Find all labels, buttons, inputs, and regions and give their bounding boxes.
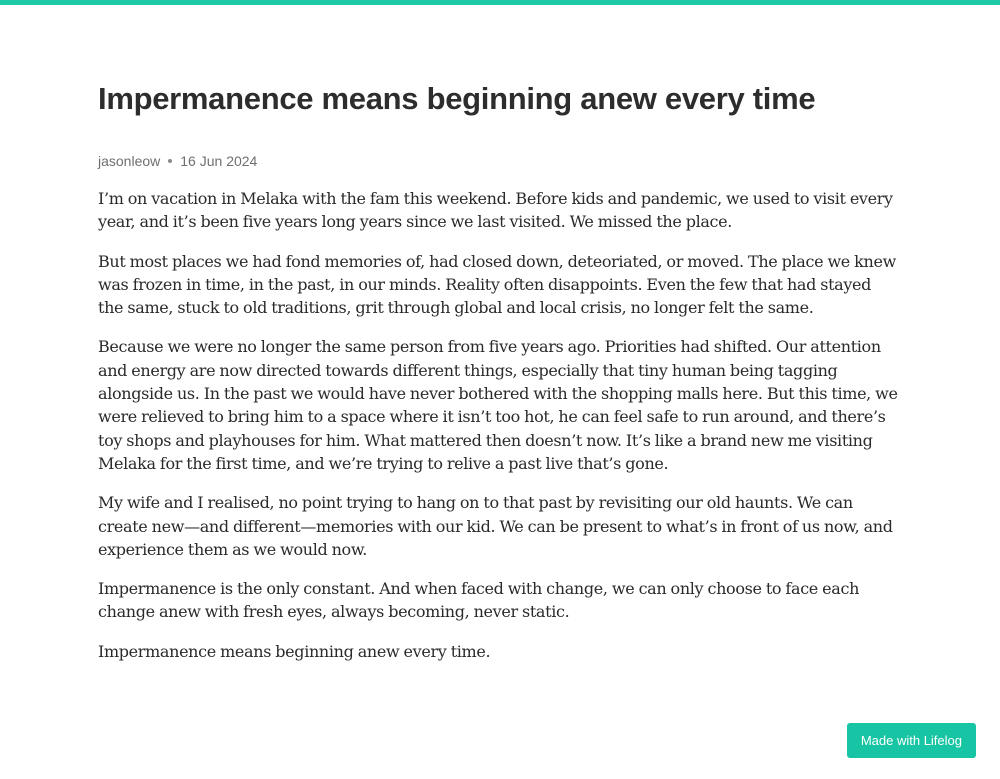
- made-with-lifelog-button[interactable]: Made with Lifelog: [847, 723, 976, 758]
- paragraph: But most places we had fond memories of, had closed down, deteoriated, or moved. The place we knew was frozen in time, in the past, in our minds. Reality often disappoints. Even the few that had stayed the same, stuck to old traditions, grit through global and local crisis, no longer felt the same.: [98, 251, 896, 318]
- paragraph: Impermanence is the only constant. And when faced with change, we can only choose to face each change anew with fresh eyes, always becoming, never static.: [98, 579, 860, 622]
- post-date: 16 Jun 2024: [180, 153, 258, 169]
- author-name[interactable]: jasonleow: [98, 153, 161, 169]
- post-title: Impermanence means beginning anew every time: [98, 81, 816, 116]
- paragraph: I’m on vacation in Melaka with the fam this weekend. Before kids and pandemic, we used to visit every year, and it’s been five years long years since we last visited. We missed the place.: [98, 189, 893, 232]
- paragraph: Because we were no longer the same person from five years ago. Priorities had shifted. Our attention and energy are now directed towards different things, especially that tiny human being tagging alongside us. In the past we would have never bothered with the shopping malls here. But this time, we were relieved to bring him to a space where it isn’t too hot, he can feel safe to run around, and there’s toy shops and playhouses for him. What mattered then doesn’t now. It’s like a brand new me visiting Melaka for the first time, and we’re trying to relive a past live that’s gone.: [98, 337, 898, 473]
- separator-dot: [168, 159, 172, 163]
- post-meta: [98, 152, 898, 170]
- article: [98, 79, 898, 679]
- post-body: [98, 187, 898, 663]
- paragraph: Impermanence means beginning anew every time.: [98, 641, 491, 661]
- paragraph: My wife and I realised, no point trying to hang on to that past by revisiting our old haunts. We can create new—and different—memories with our kid. We can be present to what’s in front of us now, and experience them as we would now.: [98, 493, 893, 559]
